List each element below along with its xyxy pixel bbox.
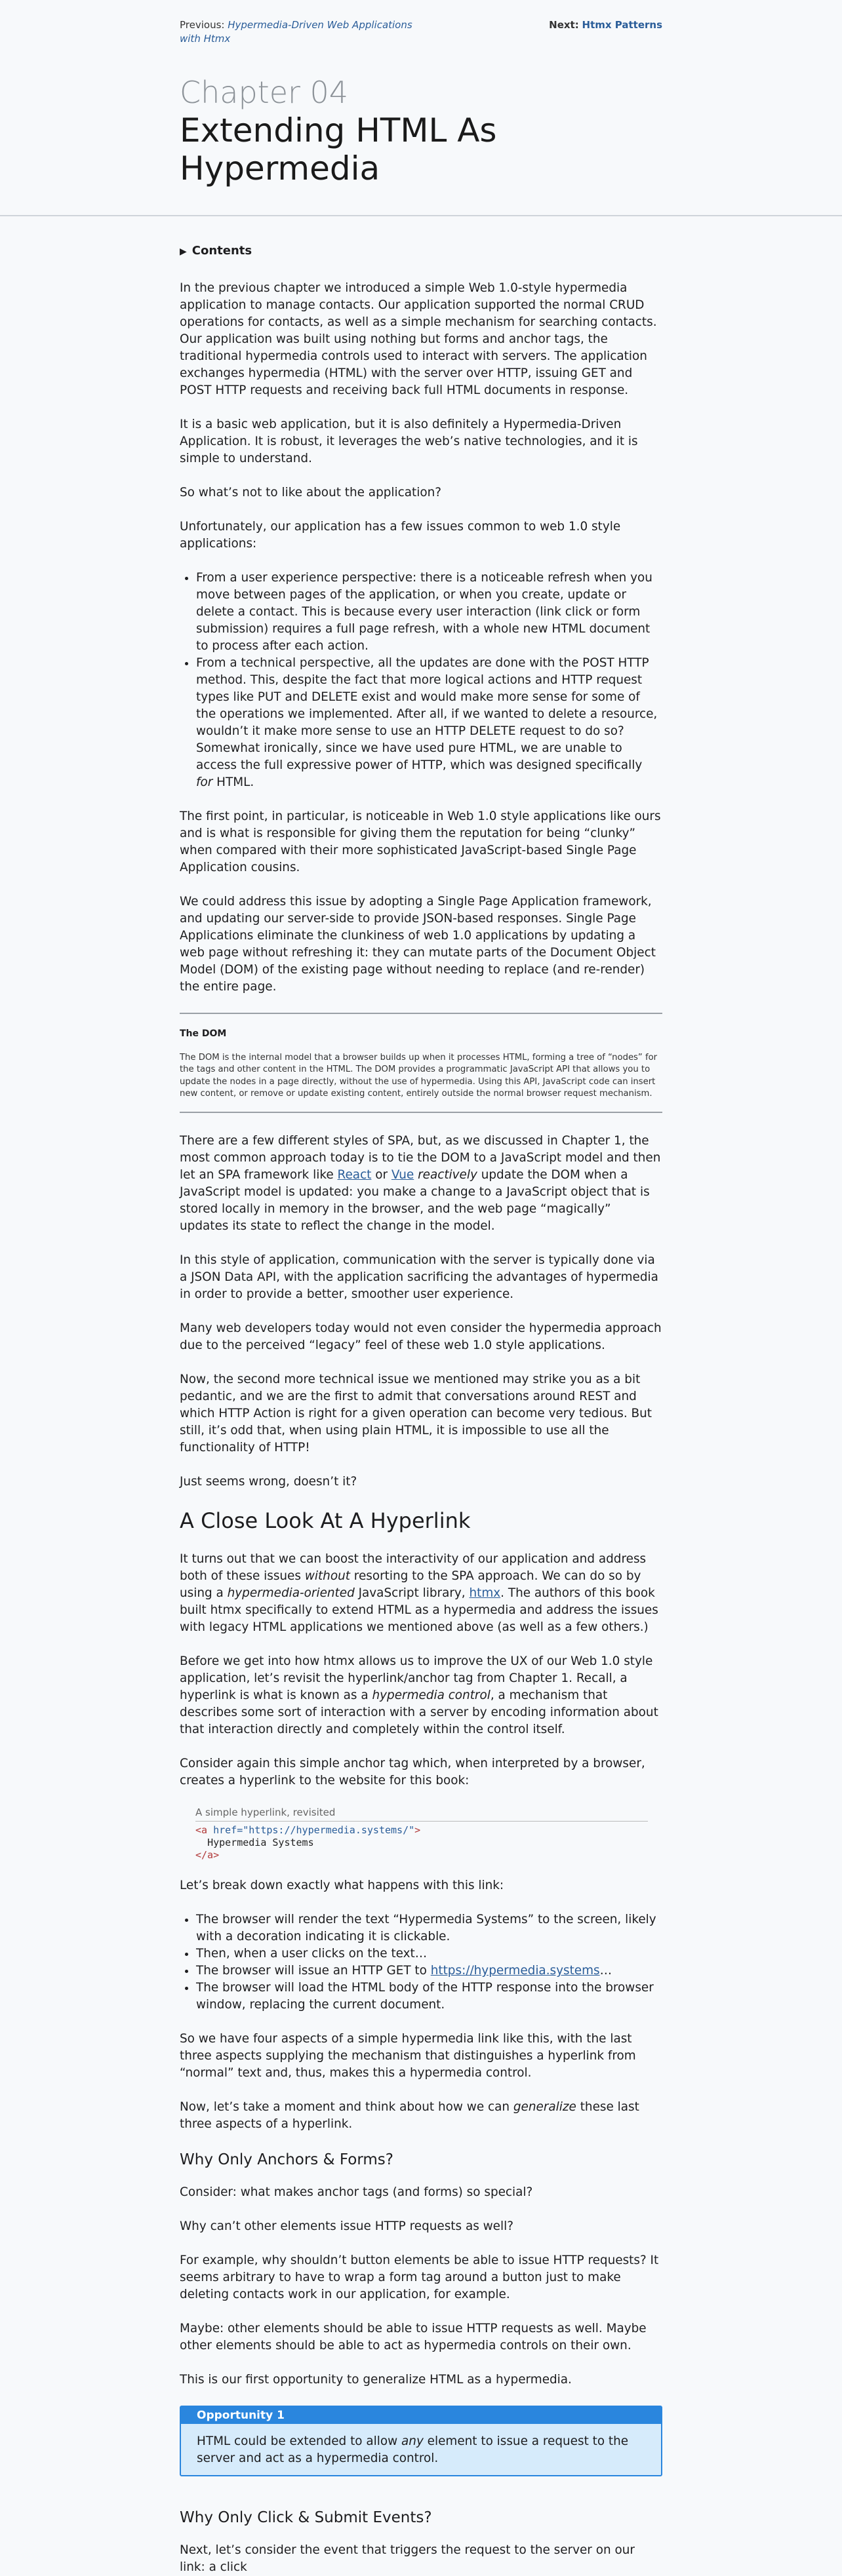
spa-paragraph-1: [180, 1133, 662, 1235]
hypermedia-systems-link[interactable]: https://hypermedia.systems: [430, 1964, 600, 1978]
anchors-paragraph-1: Consider: what makes anchor tags (and forms) so special?: [180, 2185, 533, 2200]
code-content: [195, 1824, 648, 1862]
chapter-number: Chapter 04: [180, 75, 349, 110]
next-nav: [549, 18, 662, 46]
text: The browser will issue an HTTP GET to: [196, 1964, 431, 1978]
intro-paragraph-6: We could address this issue by adopting a Single Page Application framework, and updating our server-side to provide JSON-based responses. Single Page Applications eliminate the clunkiness of web 1.0 applications by updating a web page without refreshing it: they can mutate parts of the Document Object Model (DOM) of the existing page without needing to replace (and re-render) the entire page.: [180, 895, 656, 994]
spa-paragraph-2: In this style of application, communication with the server is typically done via a JSON Data API, with the application sacrificing the advantages of hypermedia in order to provide a better, smoother user experience.: [180, 1253, 658, 1302]
htmx-link[interactable]: htmx: [469, 1586, 501, 1601]
list-item: • Then, when a user clicks on the text…: [196, 1945, 662, 1962]
code-caption: A simple hyperlink, revisited: [195, 1806, 648, 1822]
code-tag: </a>: [195, 1849, 220, 1862]
code-listing: [195, 1806, 648, 1862]
hyperlink-paragraph-1: [180, 1551, 662, 1636]
list-item: • From a user experience perspective: there is a noticeable refresh when you move between pages of the application, or when you create, update or delete a contact. This is because every user interaction (link click or form submission) requires a full page refresh, with a whole new HTML document to process after each action.: [196, 570, 662, 655]
contents-label: Contents: [191, 244, 252, 258]
list-item: [196, 655, 662, 791]
sidebar-text: The DOM is the internal model that a browser builds up when it processes HTML, forming a tree of “nodes” for the tags and other content in the HTML. The DOM provides a programmatic JavaScript API that allows you to update the nodes in a page directly, without the use of hypermedia. Using this API, JavaScript code can insert new content, or remove or update existing content, entirely outside the normal browser request mechanism.: [180, 1053, 658, 1099]
dom-sidebar: [180, 1013, 662, 1113]
chapter-title: Extending HTML As Hypermedia: [180, 111, 497, 187]
text: Before we get into how htmx allows us to improve the UX of our Web 1.0 style application, let’s revisit the hyperlink/anchor tag from Chapter 1. Recall, a hyperlink is what is known as a: [180, 1654, 653, 1703]
anchors-paragraph-5: This is our first opportunity to generalize HTML as a hypermedia.: [180, 2373, 572, 2387]
intro-paragraph-3: So what’s not to like about the application?: [180, 486, 442, 499]
next-chapter-link[interactable]: Htmx Patterns: [582, 19, 662, 31]
intro-paragraph-5: The first point, in particular, is noticeable in Web 1.0 style applications like ours and is what is responsible for giving them the reputation for being “clunky” when compared with their more sophisticated JavaScript-based Single Page Application cousins.: [180, 810, 661, 874]
spa-paragraph-5: Just seems wrong, doesn’t it?: [180, 1475, 357, 1489]
list-item-text: HTML.: [212, 775, 254, 789]
prev-nav: [180, 18, 429, 46]
text: element to issue a request to the server and act as a hypermedia control.: [197, 2434, 629, 2466]
code-string: "https://hypermedia.systems/": [243, 1824, 415, 1837]
list-item: • The browser will load the HTML body of the HTTP response into the browser window, replacing the current document.: [196, 1980, 662, 2014]
emphasis: any: [401, 2434, 424, 2449]
intro-paragraph-4: Unfortunately, our application has a few issues common to web 1.0 style applications:: [180, 520, 621, 551]
hyperlink-paragraph-4: Let’s break down exactly what happens with this link:: [180, 1879, 504, 1893]
vue-link[interactable]: Vue: [391, 1168, 414, 1182]
hyperlink-paragraph-2: [180, 1653, 662, 1738]
emphasis: generalize: [513, 2100, 576, 2115]
text: update the DOM when a JavaScript model is updated: you make a change to a JavaScript object that is stored locally in memory in the browser, and the web page “magically” updates its state to reflect the change in the model.: [180, 1168, 650, 1234]
text: Now, let’s take a moment and think about how we can: [180, 2100, 513, 2115]
issues-list: [180, 570, 662, 791]
section-heading-events: Why Only Click & Submit Events?: [180, 2509, 432, 2527]
text: these last three aspects of a hyperlink.: [180, 2100, 639, 2132]
chapter-content: [180, 216, 662, 2576]
code-text: Hypermedia Systems: [207, 1837, 314, 1849]
disclosure-triangle-icon: ▶: [180, 246, 187, 257]
emphasis: for: [196, 775, 213, 789]
contents-toggle[interactable]: [180, 244, 662, 258]
spa-paragraph-4: Now, the second more technical issue we mentioned may strike you as a bit pedantic, and we are the first to admit that conversations around REST and which HTTP Action is right for a given operation can become very tedious. But still, it’s odd that, when using plain HTML, it is impossible to use all the functionality of HTTP!: [180, 1373, 652, 1455]
emphasis: reactively: [418, 1168, 477, 1182]
sidebar-title: The DOM: [180, 1028, 227, 1039]
intro-paragraph-1: In the previous chapter we introduced a simple Web 1.0-style hypermedia application to manage contacts. Our application supported the normal CRUD operations for contacts, as well as a simple mechanism for searching contacts. Our application was built using nothing but forms and anchor tags, the traditional hypermedia controls used to interact with servers. The application exchanges hypermedia (HTML) with the server over HTTP, issuing GET and POST HTTP requests and receiving back full HTML documents in response.: [180, 281, 657, 397]
text: JavaScript library,: [354, 1586, 470, 1601]
code-tag: >: [414, 1824, 421, 1837]
anchors-paragraph-4: Maybe: other elements should be able to issue HTTP requests as well. Maybe other elements should be able to act as hypermedia controls on their own.: [180, 2322, 647, 2353]
chapter-nav: [180, 18, 662, 46]
text: resorting to the SPA approach. We can do so by using a: [180, 1569, 641, 1601]
section-heading-anchors: Why Only Anchors & Forms?: [180, 2151, 393, 2169]
code-tag: <a: [195, 1824, 214, 1837]
list-item: [196, 1962, 662, 1980]
intro-paragraph-2: It is a basic web application, but it is also definitely a Hypermedia-Driven Application. It is robust, it leverages the web’s native technologies, and it is simple to understand.: [180, 418, 638, 465]
anchors-paragraph-2: Why can’t other elements issue HTTP requests as well?: [180, 2219, 513, 2234]
code-attr: href=: [213, 1824, 243, 1837]
spa-paragraph-3: Many web developers today would not even consider the hypermedia approach due to the perceived “legacy” feel of these web 1.0 style applications.: [180, 1321, 662, 1353]
hyperlink-paragraph-5: So we have four aspects of a simple hypermedia link like this, with the last three aspects supplying the mechanism that distinguishes a hyperlink from “normal” text and, thus, makes this a hypermedia control.: [180, 2032, 636, 2080]
emphasis: hypermedia control: [372, 1688, 491, 1703]
text: …: [599, 1964, 612, 1978]
page-header: [0, 0, 842, 216]
hyperlink-paragraph-3: Consider again this simple anchor tag which, when interpreted by a browser, creates a hyperlink to the website for this book:: [180, 1757, 645, 1788]
list-item-text: From a technical perspective, all the updates are done with the POST HTTP method. This, despite the fact that more logical actions and HTTP request types like PUT and DELETE exist and would make more sense for some of the operations we implemented. After all, if we wanted to delete a resource, wouldn’t it make more sense to use an HTTP DELETE request to do so? Somewhat ironically, since we have used pure HTML, we are unable to access the full expressive power of HTTP, which was designed specifically: [196, 656, 658, 772]
opportunity-callout: [180, 2406, 662, 2476]
text: . The authors of this book built htmx specifically to extend HTML as a hypermedia and address the issues with legacy HTML applications we mentioned above (as well as a few others.): [180, 1586, 658, 1635]
text: There are a few different styles of SPA, but, as we discussed in Chapter 1, the most common approach today is to tie the DOM to a JavaScript model and then let an SPA framework like: [180, 1134, 661, 1182]
next-label: Next:: [549, 19, 579, 31]
emphasis: without: [304, 1569, 350, 1584]
text: HTML could be extended to allow: [197, 2434, 402, 2449]
callout-text: [181, 2424, 661, 2467]
anchors-paragraph-3: For example, why shouldn’t button elements be able to issue HTTP requests? It seems arbitrary to have to wrap a form tag around a button just to make deleting contacts work in our application, for example.: [180, 2254, 659, 2302]
events-paragraph-1: Next, let’s consider the event that triggers the request to the server on our link: a click: [180, 2543, 635, 2575]
prev-chapter-link[interactable]: Hypermedia-Driven Web Applications with Htmx: [180, 19, 412, 45]
emphasis: hypermedia-oriented: [227, 1586, 355, 1601]
text: or: [371, 1168, 391, 1182]
text: It turns out that we can boost the interactivity of our application and address both of these issues: [180, 1552, 647, 1584]
prev-label: Previous:: [180, 19, 225, 31]
link-steps-list: [180, 1911, 662, 2014]
section-heading-hyperlink: A Close Look At A Hyperlink: [180, 1508, 471, 1534]
callout-title: Opportunity 1: [181, 2407, 661, 2424]
react-link[interactable]: React: [337, 1168, 372, 1182]
list-item: • The browser will render the text “Hypermedia Systems” to the screen, likely with a decoration indicating it is clickable.: [196, 1911, 662, 1945]
text: , a mechanism that describes some sort of interaction with a server by encoding information about that interaction directly and completely within the control itself.: [180, 1688, 658, 1737]
hyperlink-paragraph-6: [180, 2099, 662, 2133]
